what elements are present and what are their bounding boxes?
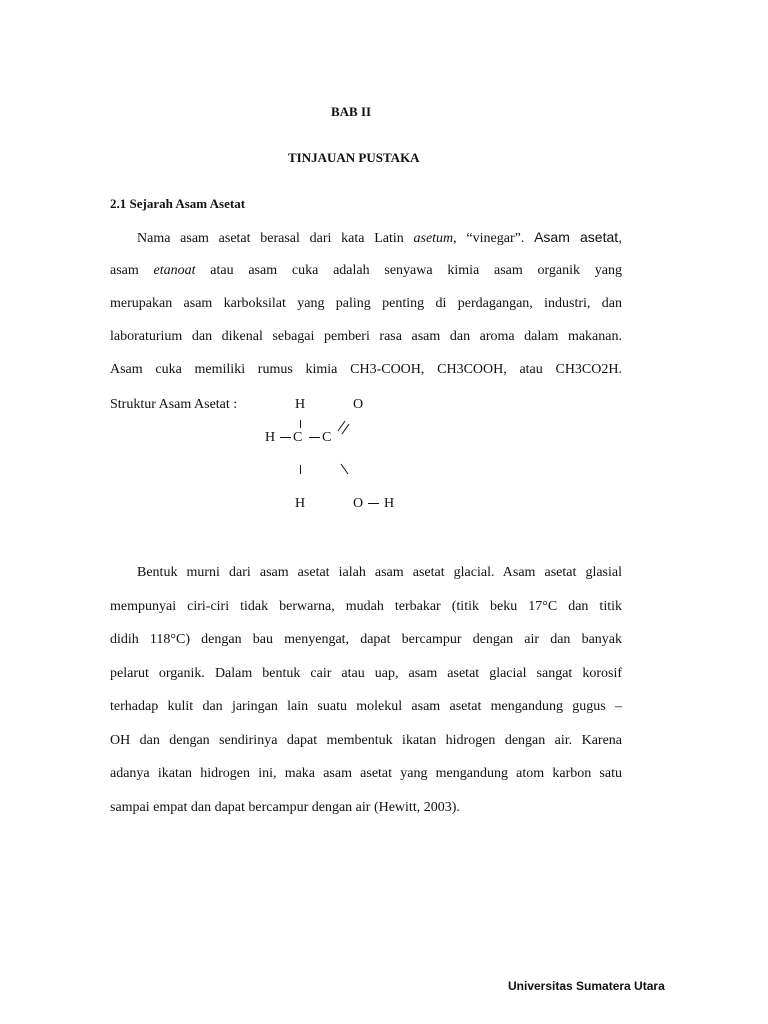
para1-line-4: laboraturium dan dikenal sebagai pemberi rasa asam dan aroma dalam makanan. bbox=[110, 329, 622, 344]
section-heading: 2.1 Sejarah Asam Asetat bbox=[110, 196, 246, 211]
structure-label: Struktur Asam Asetat : bbox=[110, 397, 238, 412]
atom-o-bottom: O bbox=[353, 496, 364, 511]
para1-italic-term: asetum, bbox=[413, 231, 457, 246]
para1-line-3: merupakan asam karboksilat yang paling penting di perdagangan, industri, dan bbox=[110, 296, 622, 311]
atom-h-hydroxyl: H bbox=[384, 496, 395, 511]
para2-line-8: sampai empat dan dapat bercampur dengan air (Hewitt, 2003). bbox=[110, 800, 460, 815]
para1-text: asam bbox=[110, 263, 139, 278]
para2-line-6: OH dan dengan sendirinya dapat membentuk ikatan hidrogen dengan air. Karena bbox=[110, 733, 622, 748]
para1-italic-term: etanoat bbox=[153, 263, 196, 278]
atom-h-left: H bbox=[265, 430, 276, 445]
para1-text: Nama asam asetat berasal dari kata Latin bbox=[137, 231, 404, 246]
atom-o-top: O bbox=[353, 397, 364, 412]
atom-h-top: H bbox=[295, 397, 306, 412]
chapter-title: TINJAUAN PUSTAKA bbox=[288, 150, 420, 165]
para2-line-1: Bentuk murni dari asam asetat ialah asam asetat glacial. Asam asetat glasial bbox=[137, 565, 622, 580]
bond-c2-oh bbox=[341, 464, 348, 474]
chapter-number: BAB II bbox=[331, 104, 372, 119]
para2-line-3: didih 118°C) dengan bau menyengat, dapat bercampur dengan air dan banyak bbox=[110, 632, 622, 647]
para1-text: “vinegar”. bbox=[466, 231, 525, 246]
para2-line-2: mempunyai ciri-ciri tidak berwarna, mudah terbakar (titik beku 17°C dan titik bbox=[110, 599, 622, 614]
bond-c2-o-double-a bbox=[338, 421, 345, 431]
footer-institution: Universitas Sumatera Utara bbox=[508, 979, 665, 993]
para2-line-5: terhadap kulit dan jaringan lain suatu molekul asam asetat mengandung gugus – bbox=[110, 699, 622, 714]
atom-c2: C bbox=[322, 430, 332, 445]
para2-line-7: adanya ikatan hidrogen ini, maka asam asetat yang mengandung atom karbon satu bbox=[110, 766, 622, 781]
atom-h-bottom: H bbox=[295, 496, 306, 511]
atom-c1: C bbox=[293, 430, 303, 445]
para1-text: atau asam cuka adalah senyawa kimia asam organik yang bbox=[210, 263, 623, 278]
para1-line-5: Asam cuka memiliki rumus kimia CH3-COOH, CH3COOH, atau CH3CO2H. bbox=[110, 362, 622, 377]
para1-text: Asam asetat, bbox=[534, 229, 623, 245]
para2-line-4: pelarut organik. Dalam bentuk cair atau uap, asam asetat glacial sangat korosif bbox=[110, 666, 622, 681]
bond-c2-o-double-b bbox=[342, 424, 349, 434]
